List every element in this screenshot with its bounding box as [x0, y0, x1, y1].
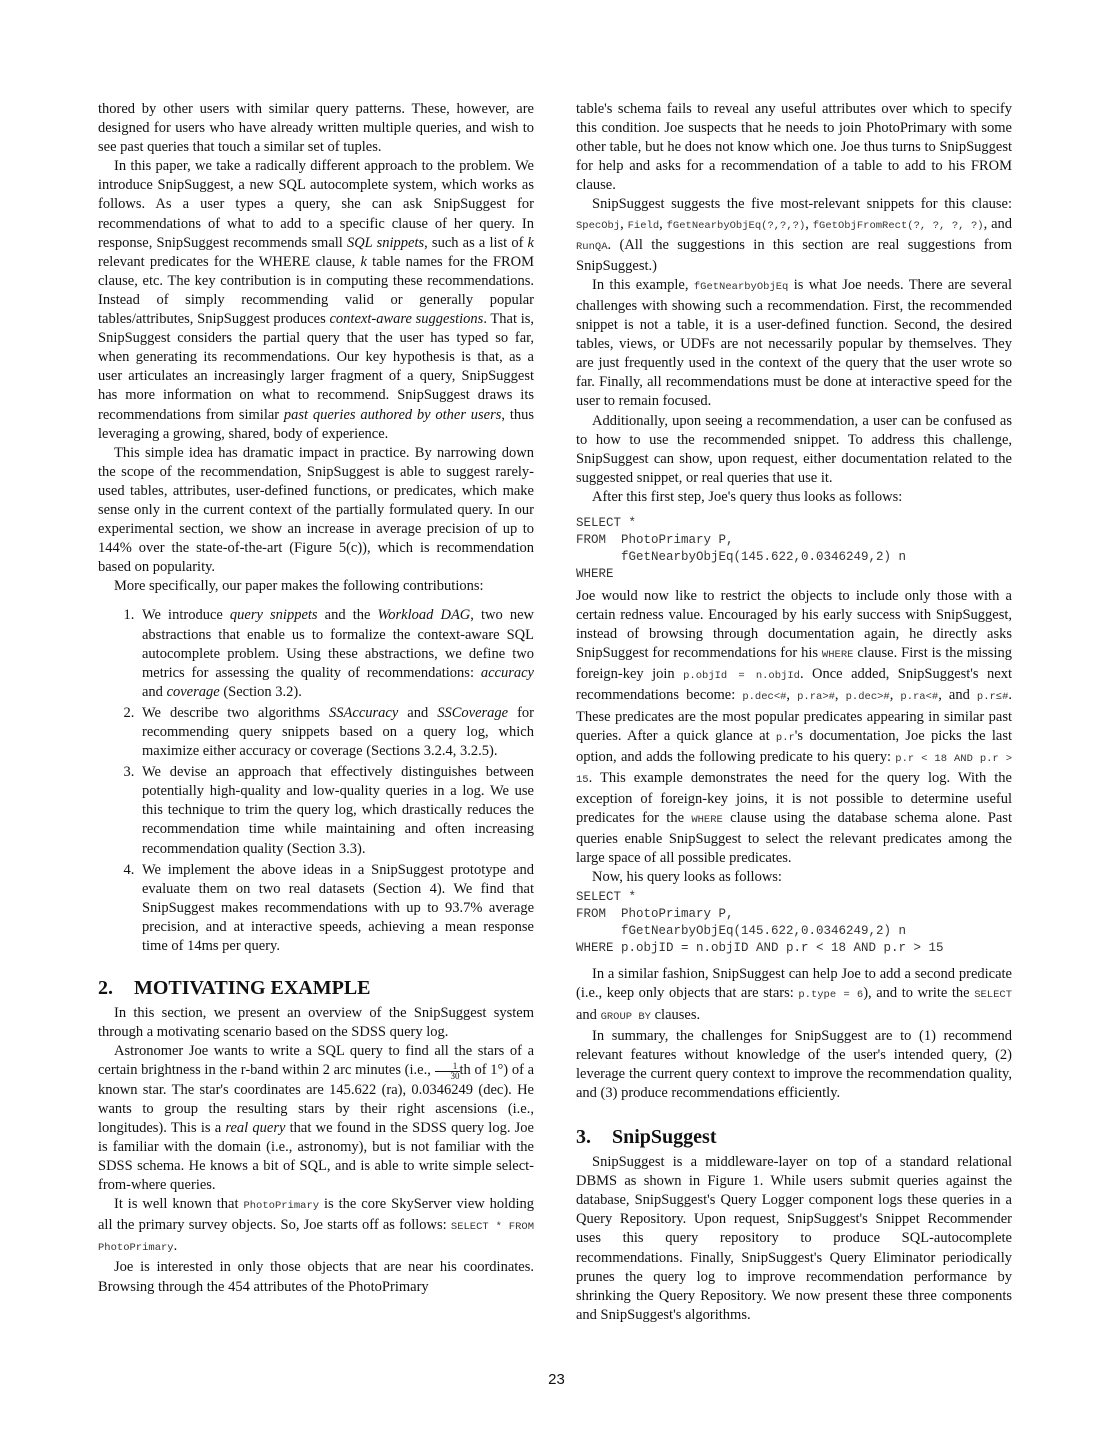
paragraph: It is well known that PhotoPrimary is the core SkyServer view holding all the primary survey objects. So, Joe starts off as follows: SELECT * FROM PhotoPrimary. [98, 1196, 534, 1255]
section-heading: 2. MOTIVATING EXAMPLE [98, 977, 371, 1000]
paragraph: This simple idea has dramatic impact in practice. By narrowing down the scope of the recommendation, SnipSuggest is able to suggest rarely-used tables, attributes, user-defined functions, or predicates, which make sense only in the current context of the partially formulated query. In our experimental section, we show an increase in average precision of up to 144% over the state-of-the-art (Figure 5(c)), which is recommendation based on popularity. [98, 444, 534, 576]
paragraph: thored by other users with similar query patterns. These, however, are designed for users who have already written multiple queries, and wish to see past queries that touch a similar set of tuples. [98, 101, 534, 156]
paragraph: In this section, we present an overview of the SnipSuggest system through a motivating scenario based on the SDSS query log. [98, 1005, 534, 1041]
paragraph: table's schema fails to reveal any useful attributes over which to specify this condition. Joe suspects that he needs to join PhotoPrimary with some other table, but he does not know which one. Joe thus turns to SnipSuggest for help and asks for a recommendation of a table to add to his FROM clause. [576, 101, 1012, 194]
list-item: 2. We describe two algorithms SSAccuracy and SSCoverage for recommending query snippets based on a query log, which maximize either accuracy or coverage (Sections 3.2.4, 3.2.5). [138, 704, 534, 761]
paragraph: In a similar fashion, SnipSuggest can help Joe to add a second predicate (i.e., keep only objects that are stars: p.type = 6), and to write the SELECT and GROUP BY clauses. [576, 966, 1012, 1023]
left-column [98, 100, 534, 1297]
paragraph: Joe is interested in only those objects that are near his coordinates. Browsing through the 454 attributes of the PhotoPrimary [98, 1259, 534, 1295]
paragraph: SnipSuggest suggests the five most-relevant snippets for this clause: SpecObj, Field, fGetNearbyObjEq(?,?,?), fGetObjFromRect(?, ?, ?, ?), and RunQA. (All the suggestions in this section are real suggestions from SnipSuggest.) [576, 196, 1013, 274]
page-number: 23 [548, 1371, 565, 1388]
right-column [576, 100, 1012, 1325]
paragraph: Astronomer Joe wants to write a SQL query to find all the stars of a certain brightness in the r-band within 2 arc minutes (i.e., $\frac{1}{30}$ th of 1°) of a known star. The star's coordinates are 145.622 (ra), 0.0346249 (dec). He wants to group the resulting stars by their right ascensions (i.e., longitudes). This is a real query that we found in the SDSS query log. Joe is familiar with the domain (i.e., astronomy), but is not familiar with the SDSS schema. He knows a bit of SQL, and is able to write simple select-from-where queries. [98, 1043, 535, 1194]
list-item: 4. We implement the above ideas in a SnipSuggest prototype and evaluate them on two real datasets (Section 4). We find that SnipSuggest makes recommendations with up to 93.7% average precision, and at interactive speeds, achieving a mean response time of 14ms per query. [138, 861, 534, 956]
fraction: $\frac{1}{30}$ [435, 1062, 460, 1081]
section-heading: 3. SnipSuggest [576, 1126, 717, 1149]
paragraph: Additionally, upon seeing a recommendation, a user can be confused as to how to use the recommended snippet. To address this challenge, SnipSuggest can show, upon request, either documentation related to the suggested snippet, or real queries that use it. [576, 412, 1012, 486]
paragraph: Now, his query looks as follows: [592, 869, 782, 886]
paragraph: SnipSuggest is a middleware-layer on top of a standard relational DBMS as shown in Figure 1. While users submit queries against the database, SnipSuggest's Query Logger component logs these queries in a Query Repository. Upon request, SnipSuggest's Snippet Recommender uses this query repository to produce SQL-autocomplete recommendations. Finally, SnipSuggest's Query Eliminator periodically prunes the query log to improve recommendation performance by shrinking the Query Repository. We now present these three components and SnipSuggest's algorithms. [576, 1154, 1012, 1323]
paragraph: More specifically, our paper makes the following contributions: [114, 578, 484, 595]
contributions-list [98, 606, 534, 956]
list-item: 3. We devise an approach that effectively distinguishes between potentially high-quality and low-quality queries in a log. We use this technique to trim the query log, which drastically reduces the recommendation time while maintaining and often increasing recommendation quality (Section 3.3). [138, 763, 534, 858]
list-item: 1. We introduce query snippets and the Workload DAG, two new abstractions that enable us to formalize the context-aware SQL autocomplete problem. Using these abstractions, we define two metrics for assessing the quality of recommendations: accuracy and coverage (Section 3.2). [138, 606, 534, 701]
paragraph: After this first step, Joe's query thus looks as follows: [592, 488, 903, 505]
code-block: SELECT * FROM PhotoPrimary P, fGetNearbyObjEq(145.622,0.0346249,2) n WHERE p.objID = n.objID AND p.r < 18 AND p.r > 15 [576, 890, 944, 956]
code-block: SELECT * FROM PhotoPrimary P, fGetNearbyObjEq(145.622,0.0346249,2) n WHERE [576, 515, 907, 581]
paragraph: In this example, fGetNearbyObjEq is what Joe needs. There are several challenges with showing such a recommendation. First, the recommended snippet is not a table, it is a user-defined function. Second, the desired tables, views, or UDFs are not necessarily popular by themselves. They are just frequently used in the context of the query that the user wrote so far. Finally, all recommendations must be done at interactive speed for the user to remain focused. [576, 276, 1012, 410]
paragraph: In this paper, we take a radically different approach to the problem. We introduce SnipSuggest, a new SQL autocomplete system, which works as follows. As a user types a query, she can ask SnipSuggest for recommendations of what to add to a specific clause of her query. In response, SnipSuggest recommends small SQL snippets, such as a list of k relevant predicates for the WHERE clause, k table names for the FROM clause, etc. The key contribution is in computing these recommendations. Instead of simply recommending valid or generally popular tables/attributes, SnipSuggest produces context-aware suggestions. That is, SnipSuggest considers the partial query that the user has typed so far, when generating its recommendations. Our key hypothesis is that, as a user articulates an increasingly larger fragment of a query, SnipSuggest has more information on what to recommend. SnipSuggest draws its recommendations from similar past queries authored by other users, thus leveraging a growing, shared, body of experience. [98, 158, 535, 442]
paragraph: Joe would now like to restrict the objects to include only those with a certain redness value. Encouraged by his early success with SnipSuggest, instead of browsing through documentation again, he directly asks SnipSuggest for recommendations for his WHERE clause. First is the missing foreign-key join p.objId = n.objId. Once added, SnipSuggest's next recommendations become: p.dec<#, p.ra>#, p.dec>#, p.ra<#, and p.r≤#. These predicates are the most popular predicates appearing in similar past queries. After a quick glance at p.r's documentation, Joe picks the last option, and adds the following predicate to his query: p.r < 18 AND p.r > 15. This example demonstrates the need for the query log. With the exception of foreign-key joins, it is not possible to determine useful predicates for the WHERE clause using the database schema alone. Past queries enable SnipSuggest to select the relevant predicates among the large space of all possible predicates. [576, 587, 1013, 867]
paragraph: In summary, the challenges for SnipSuggest are to (1) recommend relevant features without knowledge of the user's intended query, (2) leverage the current query context to improve the recommendation quality, and (3) produce recommendations efficiently. [576, 1027, 1012, 1101]
